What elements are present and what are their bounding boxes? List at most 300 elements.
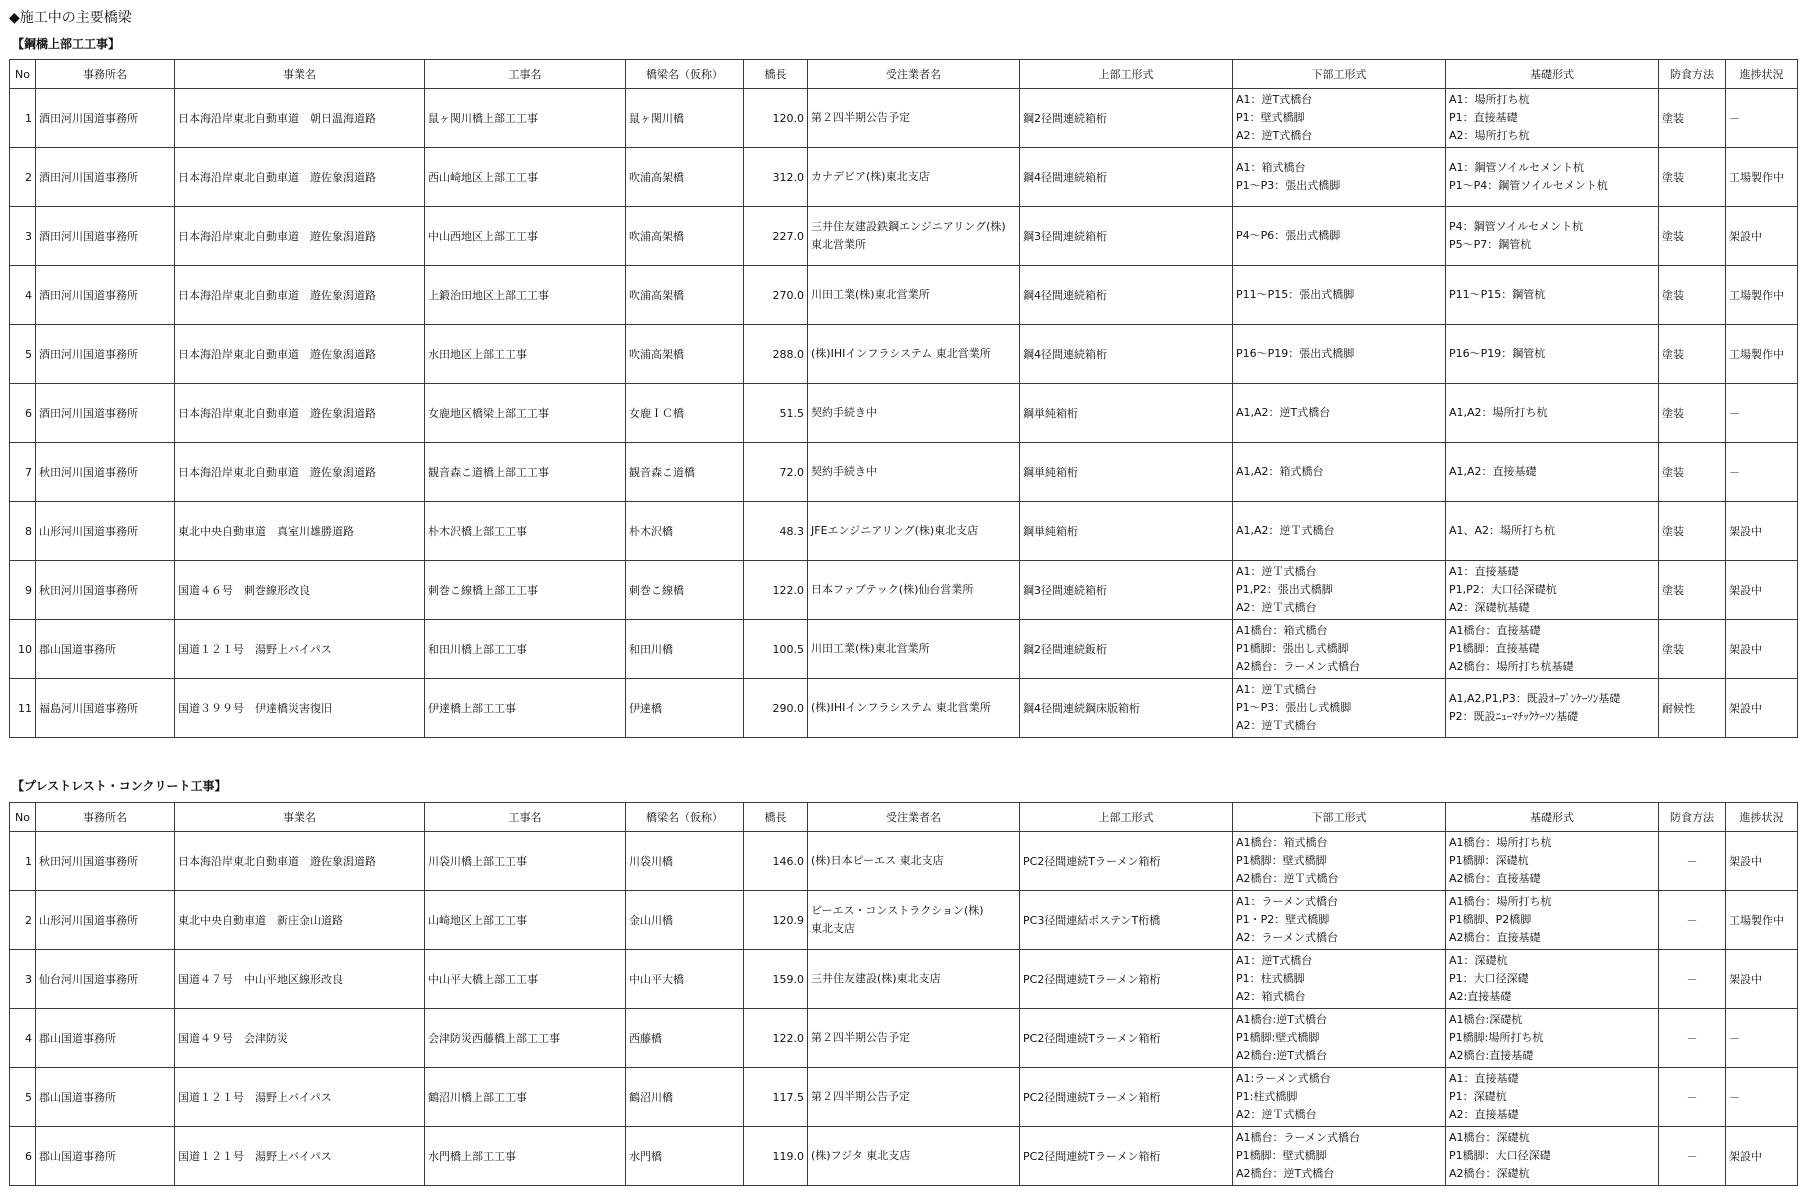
substructure-type-line: P1橋脚：張出し式橋脚: [1236, 642, 1349, 655]
foundation-type-line: A1橋台：場所打ち杭: [1449, 895, 1552, 908]
table-row: [10, 266, 1798, 325]
corrosion-method: 塗装: [1659, 384, 1726, 443]
office-name: 山形河川国道事務所: [36, 502, 175, 561]
contractor-name-line: (株)IHIインフラシステム 東北営業所: [811, 701, 991, 714]
superstructure-type: PC3径間連結ポステンT桁橋: [1020, 891, 1233, 950]
bridge-length: 100.5: [744, 620, 808, 679]
foundation-type: [1446, 679, 1659, 738]
foundation-type-line: A1橋台:深礎杭: [1449, 1013, 1523, 1026]
bridge-length: 227.0: [744, 207, 808, 266]
column-header: 基礎形式: [1446, 803, 1659, 832]
foundation-type: [1446, 832, 1659, 891]
office-name: 秋田河川国道事務所: [36, 443, 175, 502]
table-row: [10, 384, 1798, 443]
foundation-type-line: A2橋台：場所打ち杭基礎: [1449, 660, 1574, 673]
foundation-type-line: P1橋脚：大口径深礎: [1449, 1149, 1551, 1162]
row-number: 6: [10, 384, 36, 443]
bridge-name: 鶴沼川橋: [626, 1068, 744, 1127]
bridge-name: 鼠ヶ関川橋: [626, 89, 744, 148]
foundation-type-line: A2：直接基礎: [1449, 1108, 1519, 1121]
project-name: 国道４９号 会津防災: [175, 1009, 425, 1068]
contractor-name: [808, 325, 1020, 384]
column-header: 事業名: [175, 60, 425, 89]
foundation-type-line: A1,A2,P1,P3：既設ｵｰﾌﾟﾝｹｰｿﾝ基礎: [1449, 692, 1621, 705]
superstructure-type: 鋼2径間連続箱桁: [1020, 89, 1233, 148]
foundation-type-line: P16～P19：鋼管杭: [1449, 347, 1546, 360]
column-header: 橋梁名（仮称）: [626, 60, 744, 89]
progress-status: 架設中: [1726, 832, 1798, 891]
column-header: 防食方法: [1659, 803, 1726, 832]
bridge-name: 中山平大橋: [626, 950, 744, 1009]
foundation-type-line: P1橋脚：深礎杭: [1449, 854, 1529, 867]
foundation-type-line: P1橋脚：直接基礎: [1449, 642, 1540, 655]
project-name: 日本海沿岸東北自動車道 遊佐象潟道路: [175, 266, 425, 325]
contractor-name-line: 三井住友建設(株)東北支店: [811, 972, 941, 985]
work-name: 西山崎地区上部工工事: [425, 148, 626, 207]
substructure-type-line: P1橋脚：壁式橋脚: [1236, 1149, 1327, 1162]
foundation-type: [1446, 950, 1659, 1009]
work-name: 上鍛治田地区上部工工事: [425, 266, 626, 325]
substructure-type-line: A1：逆T式橋台: [1236, 93, 1313, 106]
column-header: No: [10, 60, 36, 89]
substructure-type-line: P1・P2：壁式橋脚: [1236, 913, 1330, 926]
foundation-type: [1446, 207, 1659, 266]
progress-status: －: [1726, 443, 1798, 502]
substructure-type-line: A2：逆Ｔ式橋台: [1236, 719, 1317, 732]
table-header-row: [10, 60, 1798, 89]
work-name: 水門橋上部工工事: [425, 1127, 626, 1186]
substructure-type-line: A1橋台:逆T式橋台: [1236, 1013, 1327, 1026]
substructure-type: [1233, 679, 1446, 738]
project-name: 東北中央自動車道 新庄金山道路: [175, 891, 425, 950]
contractor-name: [808, 266, 1020, 325]
substructure-type-line: A2橋台：逆T式橋台: [1236, 1167, 1335, 1180]
table-row: [10, 832, 1798, 891]
contractor-name-line: カナデビア(株)東北支店: [811, 170, 930, 183]
column-header: 受注業者名: [808, 803, 1020, 832]
substructure-type-line: A1：ラーメン式橋台: [1236, 895, 1338, 908]
work-name: 鼠ヶ関川橋上部工工事: [425, 89, 626, 148]
progress-status: 架設中: [1726, 502, 1798, 561]
project-name: 日本海沿岸東北自動車道 朝日温海道路: [175, 89, 425, 148]
project-name: 日本海沿岸東北自動車道 遊佐象潟道路: [175, 832, 425, 891]
foundation-type-line: A2橋台：深礎杭: [1449, 1167, 1530, 1180]
office-name: 山形河川国道事務所: [36, 891, 175, 950]
superstructure-type: PC2径間連続Tラーメン箱桁: [1020, 832, 1233, 891]
office-name: 福島河川国道事務所: [36, 679, 175, 738]
bridge-length: 146.0: [744, 832, 808, 891]
substructure-type-line: P4～P6：張出式橋脚: [1236, 229, 1341, 242]
bridge-length: 120.9: [744, 891, 808, 950]
foundation-type-line: A2：場所打ち杭: [1449, 129, 1530, 142]
work-name: 朴木沢橋上部工工事: [425, 502, 626, 561]
foundation-type: [1446, 891, 1659, 950]
contractor-name-line: 日本ファブテック(株)仙台営業所: [811, 583, 974, 596]
superstructure-type: 鋼4径間連続鋼床版箱桁: [1020, 679, 1233, 738]
bridge-name: 和田川橋: [626, 620, 744, 679]
substructure-type-line: P1橋脚：壁式橋脚: [1236, 854, 1327, 867]
row-number: 3: [10, 207, 36, 266]
foundation-type-line: A1橋台：深礎杭: [1449, 1131, 1530, 1144]
contractor-name-line: 東北支店: [811, 922, 855, 935]
corrosion-method: 塗装: [1659, 620, 1726, 679]
substructure-type: [1233, 891, 1446, 950]
substructure-type-line: A2：逆Ｔ式橋台: [1236, 601, 1317, 614]
substructure-type-line: A1,A2：逆Ｔ式橋台: [1236, 524, 1335, 537]
office-name: 郡山国道事務所: [36, 1068, 175, 1127]
contractor-name-line: JFEエンジニアリング(株)東北支店: [811, 524, 979, 537]
superstructure-type: PC2径間連続Tラーメン箱桁: [1020, 1127, 1233, 1186]
contractor-name: [808, 1068, 1020, 1127]
substructure-type: [1233, 89, 1446, 148]
substructure-type-line: A1橋台：箱式橋台: [1236, 836, 1328, 849]
substructure-type: [1233, 325, 1446, 384]
bridge-length: 312.0: [744, 148, 808, 207]
foundation-type: [1446, 1009, 1659, 1068]
contractor-name: [808, 620, 1020, 679]
table-row: [10, 325, 1798, 384]
contractor-name: [808, 679, 1020, 738]
foundation-type-line: P5～P7：鋼管杭: [1449, 238, 1532, 251]
substructure-type-line: A1橋台：箱式橋台: [1236, 624, 1328, 637]
column-header: 基礎形式: [1446, 60, 1659, 89]
column-header: No: [10, 803, 36, 832]
substructure-type: [1233, 207, 1446, 266]
column-header: 事務所名: [36, 803, 175, 832]
progress-status: －: [1726, 384, 1798, 443]
foundation-type-line: A2：深礎杭基礎: [1449, 601, 1530, 614]
office-name: 秋田河川国道事務所: [36, 561, 175, 620]
bridge-name: 川袋川橋: [626, 832, 744, 891]
bridge-length: 270.0: [744, 266, 808, 325]
table-row: [10, 950, 1798, 1009]
bridge-name: 吹浦高架橋: [626, 325, 744, 384]
foundation-type-line: A2橋台：直接基礎: [1449, 931, 1541, 944]
project-name: 国道３９９号 伊達橋災害復旧: [175, 679, 425, 738]
corrosion-method: －: [1659, 1127, 1726, 1186]
project-name: 国道４７号 中山平地区線形改良: [175, 950, 425, 1009]
project-name: 東北中央自動車道 真室川雄勝道路: [175, 502, 425, 561]
row-number: 6: [10, 1127, 36, 1186]
work-name: 女鹿地区橋梁上部工工事: [425, 384, 626, 443]
corrosion-method: 塗装: [1659, 502, 1726, 561]
foundation-type: [1446, 325, 1659, 384]
column-header: 上部工形式: [1020, 60, 1233, 89]
foundation-type-line: A2:直接基礎: [1449, 990, 1512, 1003]
row-number: 1: [10, 89, 36, 148]
foundation-type: [1446, 1127, 1659, 1186]
project-name: 国道１２１号 湯野上バイパス: [175, 1068, 425, 1127]
column-header: 下部工形式: [1233, 60, 1446, 89]
corrosion-method: 塗装: [1659, 266, 1726, 325]
office-name: 酒田河川国道事務所: [36, 325, 175, 384]
bridge-length: 122.0: [744, 561, 808, 620]
foundation-type: [1446, 384, 1659, 443]
work-name: 水田地区上部工工事: [425, 325, 626, 384]
foundation-type: [1446, 561, 1659, 620]
contractor-name: [808, 384, 1020, 443]
substructure-type-line: A2：ラーメン式橋台: [1236, 931, 1338, 944]
bridge-name: 吹浦高架橋: [626, 266, 744, 325]
bridge-name: 水門橋: [626, 1127, 744, 1186]
row-number: 9: [10, 561, 36, 620]
contractor-name-line: 東北営業所: [811, 238, 866, 251]
table-row: [10, 502, 1798, 561]
superstructure-type: PC2径間連続Tラーメン箱桁: [1020, 1009, 1233, 1068]
substructure-type: [1233, 1127, 1446, 1186]
section-title-pc: 【プレストレスト・コンクリート工事】: [12, 779, 227, 793]
superstructure-type: 鋼単純箱桁: [1020, 443, 1233, 502]
substructure-type: [1233, 148, 1446, 207]
project-name: 国道１２１号 湯野上バイパス: [175, 620, 425, 679]
corrosion-method: 塗装: [1659, 561, 1726, 620]
foundation-type: [1446, 1068, 1659, 1127]
substructure-type: [1233, 561, 1446, 620]
office-name: 酒田河川国道事務所: [36, 384, 175, 443]
superstructure-type: 鋼単純箱桁: [1020, 384, 1233, 443]
substructure-type-line: A1：逆Ｔ式橋台: [1236, 683, 1317, 696]
contractor-name: [808, 502, 1020, 561]
column-header: 受注業者名: [808, 60, 1020, 89]
substructure-type-line: A1：逆Ｔ式橋台: [1236, 565, 1317, 578]
office-name: 酒田河川国道事務所: [36, 266, 175, 325]
bridge-name: 金山川橋: [626, 891, 744, 950]
foundation-type: [1446, 620, 1659, 679]
superstructure-type: 鋼3径間連続箱桁: [1020, 561, 1233, 620]
table-row: [10, 679, 1798, 738]
contractor-name-line: 契約手続き中: [811, 406, 877, 419]
superstructure-type: 鋼4径間連続箱桁: [1020, 266, 1233, 325]
bridge-name: 刺巻こ線橋: [626, 561, 744, 620]
bridge-name: 伊達橋: [626, 679, 744, 738]
foundation-type-line: A2橋台:直接基礎: [1449, 1049, 1534, 1062]
foundation-type-line: A1：鋼管ソイルセメント杭: [1449, 161, 1584, 174]
progress-status: 工場製作中: [1726, 266, 1798, 325]
column-header: 工事名: [425, 60, 626, 89]
row-number: 8: [10, 502, 36, 561]
column-header: 橋長: [744, 803, 808, 832]
office-name: 酒田河川国道事務所: [36, 89, 175, 148]
contractor-name: [808, 443, 1020, 502]
substructure-type-line: A2橋台:逆T式橋台: [1236, 1049, 1327, 1062]
superstructure-type: 鋼4径間連続箱桁: [1020, 148, 1233, 207]
office-name: 郡山国道事務所: [36, 1009, 175, 1068]
substructure-type-line: A1：逆T式橋台: [1236, 954, 1313, 967]
corrosion-method: 塗装: [1659, 325, 1726, 384]
substructure-type-line: P11～P15：張出式橋脚: [1236, 288, 1355, 301]
substructure-type-line: A1橋台：ラーメン式橋台: [1236, 1131, 1360, 1144]
bridge-length: 159.0: [744, 950, 808, 1009]
substructure-type-line: A1：箱式橋台: [1236, 161, 1306, 174]
contractor-name-line: 第２四半期公告予定: [811, 1090, 910, 1103]
bridge-name: 女鹿ＩＣ橋: [626, 384, 744, 443]
contractor-name: [808, 1009, 1020, 1068]
table-row: [10, 89, 1798, 148]
contractor-name-line: ピーエス・コンストラクション(株): [811, 904, 984, 917]
foundation-type: [1446, 89, 1659, 148]
substructure-type-line: P16～P19：張出式橋脚: [1236, 347, 1355, 360]
foundation-type-line: P11～P15：鋼管杭: [1449, 288, 1546, 301]
row-number: 3: [10, 950, 36, 1009]
substructure-type: [1233, 443, 1446, 502]
work-name: 鶴沼川橋上部工工事: [425, 1068, 626, 1127]
bridge-name: 観音森こ道橋: [626, 443, 744, 502]
row-number: 2: [10, 148, 36, 207]
table-row: [10, 561, 1798, 620]
contractor-name-line: 第２四半期公告予定: [811, 1031, 910, 1044]
progress-status: 架設中: [1726, 679, 1798, 738]
column-header: 工事名: [425, 803, 626, 832]
progress-status: －: [1726, 89, 1798, 148]
column-header: 事業名: [175, 803, 425, 832]
contractor-name-line: 川田工業(株)東北営業所: [811, 642, 930, 655]
contractor-name: [808, 891, 1020, 950]
bridge-length: 51.5: [744, 384, 808, 443]
substructure-type-line: A1:ラーメン式橋台: [1236, 1072, 1331, 1085]
contractor-name: [808, 950, 1020, 1009]
contractor-name: [808, 207, 1020, 266]
foundation-type-line: P1～P4：鋼管ソイルセメント杭: [1449, 179, 1608, 192]
substructure-type-line: P1:柱式橋脚: [1236, 1090, 1298, 1103]
row-number: 2: [10, 891, 36, 950]
section-title-steel: 【鋼橋上部工工事】: [12, 37, 121, 51]
foundation-type: [1446, 502, 1659, 561]
column-header: 進捗状況: [1726, 60, 1798, 89]
foundation-type-line: A1：場所打ち杭: [1449, 93, 1530, 106]
foundation-type-line: P1橋脚、P2橋脚: [1449, 913, 1532, 926]
row-number: 7: [10, 443, 36, 502]
foundation-type-line: A1、A2：場所打ち杭: [1449, 524, 1556, 537]
superstructure-type: PC2径間連続Tラーメン箱桁: [1020, 1068, 1233, 1127]
table-header-row: [10, 803, 1798, 832]
superstructure-type: 鋼4径間連続箱桁: [1020, 325, 1233, 384]
corrosion-method: －: [1659, 891, 1726, 950]
bridge-name: 吹浦高架橋: [626, 207, 744, 266]
superstructure-type: 鋼単純箱桁: [1020, 502, 1233, 561]
corrosion-method: 耐候性: [1659, 679, 1726, 738]
office-name: 郡山国道事務所: [36, 1127, 175, 1186]
contractor-name: [808, 561, 1020, 620]
table-row: [10, 1127, 1798, 1186]
bridge-length: 290.0: [744, 679, 808, 738]
progress-status: －: [1726, 1009, 1798, 1068]
foundation-type-line: A1,A2：直接基礎: [1449, 465, 1537, 478]
table-row: [10, 1009, 1798, 1068]
row-number: 11: [10, 679, 36, 738]
progress-status: 架設中: [1726, 620, 1798, 679]
bridge-length: 120.0: [744, 89, 808, 148]
substructure-type-line: P1：柱式橋脚: [1236, 972, 1305, 985]
bridge-name: 西藤橋: [626, 1009, 744, 1068]
substructure-type: [1233, 502, 1446, 561]
column-header: 事務所名: [36, 60, 175, 89]
substructure-type: [1233, 950, 1446, 1009]
foundation-type-line: A1橋台：場所打ち杭: [1449, 836, 1552, 849]
project-name: 日本海沿岸東北自動車道 遊佐象潟道路: [175, 148, 425, 207]
superstructure-type: 鋼3径間連続箱桁: [1020, 207, 1233, 266]
bridge-length: 288.0: [744, 325, 808, 384]
work-name: 和田川橋上部工工事: [425, 620, 626, 679]
table-row: [10, 1068, 1798, 1127]
row-number: 5: [10, 1068, 36, 1127]
substructure-type-line: A1,A2：逆T式橋台: [1236, 406, 1331, 419]
foundation-type-line: A1：深礎杭: [1449, 954, 1508, 967]
work-name: 中山西地区上部工工事: [425, 207, 626, 266]
substructure-type-line: A2橋台：ラーメン式橋台: [1236, 660, 1360, 673]
work-name: 川袋川橋上部工工事: [425, 832, 626, 891]
foundation-type-line: P2：既設ﾆｭｰﾏﾁｯｸｹｰｿﾝ基礎: [1449, 710, 1579, 723]
substructure-type-line: P1～P3：張出式橋脚: [1236, 179, 1341, 192]
work-name: 山崎地区上部工工事: [425, 891, 626, 950]
substructure-type: [1233, 832, 1446, 891]
foundation-type-line: P1：直接基礎: [1449, 111, 1518, 124]
progress-status: 架設中: [1726, 1127, 1798, 1186]
office-name: 秋田河川国道事務所: [36, 832, 175, 891]
progress-status: 架設中: [1726, 950, 1798, 1009]
bridge-length: 48.3: [744, 502, 808, 561]
column-header: 進捗状況: [1726, 803, 1798, 832]
substructure-type-line: A2：逆T式橋台: [1236, 129, 1313, 142]
substructure-type-line: P1～P3：張出し式橋脚: [1236, 701, 1352, 714]
project-name: 日本海沿岸東北自動車道 遊佐象潟道路: [175, 384, 425, 443]
project-name: 日本海沿岸東北自動車道 遊佐象潟道路: [175, 443, 425, 502]
project-name: 日本海沿岸東北自動車道 遊佐象潟道路: [175, 325, 425, 384]
work-name: 会津防災西藤橋上部工工事: [425, 1009, 626, 1068]
contractor-name-line: 第２四半期公告予定: [811, 111, 910, 124]
corrosion-method: －: [1659, 832, 1726, 891]
contractor-name: [808, 89, 1020, 148]
column-header: 上部工形式: [1020, 803, 1233, 832]
pc-bridge-table: [9, 802, 1798, 1186]
table-row: [10, 620, 1798, 679]
column-header: 橋長: [744, 60, 808, 89]
work-name: 中山平大橋上部工工事: [425, 950, 626, 1009]
progress-status: 工場製作中: [1726, 148, 1798, 207]
superstructure-type: 鋼2径間連続鈑桁: [1020, 620, 1233, 679]
progress-status: 架設中: [1726, 561, 1798, 620]
work-name: 観音森こ道橋上部工工事: [425, 443, 626, 502]
progress-status: 工場製作中: [1726, 891, 1798, 950]
foundation-type-line: P1：大口径深礎: [1449, 972, 1529, 985]
contractor-name: [808, 832, 1020, 891]
bridge-length: 117.5: [744, 1068, 808, 1127]
foundation-type-line: P1,P2：大口径深礎杭: [1449, 583, 1557, 596]
corrosion-method: －: [1659, 1068, 1726, 1127]
foundation-type-line: A1：直接基礎: [1449, 565, 1519, 578]
bridge-name: 朴木沢橋: [626, 502, 744, 561]
bridge-length: 122.0: [744, 1009, 808, 1068]
office-name: 酒田河川国道事務所: [36, 207, 175, 266]
office-name: 郡山国道事務所: [36, 620, 175, 679]
foundation-type-line: A1：直接基礎: [1449, 1072, 1519, 1085]
corrosion-method: 塗装: [1659, 443, 1726, 502]
table-row: [10, 891, 1798, 950]
column-header: 下部工形式: [1233, 803, 1446, 832]
project-name: 日本海沿岸東北自動車道 遊佐象潟道路: [175, 207, 425, 266]
foundation-type: [1446, 443, 1659, 502]
progress-status: 工場製作中: [1726, 325, 1798, 384]
progress-status: －: [1726, 1068, 1798, 1127]
contractor-name-line: 川田工業(株)東北営業所: [811, 288, 930, 301]
project-name: 国道１２１号 湯野上バイパス: [175, 1127, 425, 1186]
corrosion-method: 塗装: [1659, 148, 1726, 207]
corrosion-method: 塗装: [1659, 207, 1726, 266]
bridge-length: 119.0: [744, 1127, 808, 1186]
foundation-type-line: P1橋脚:場所打ち杭: [1449, 1031, 1544, 1044]
corrosion-method: －: [1659, 1009, 1726, 1068]
corrosion-method: 塗装: [1659, 89, 1726, 148]
foundation-type-line: A1,A2：場所打ち杭: [1449, 406, 1548, 419]
